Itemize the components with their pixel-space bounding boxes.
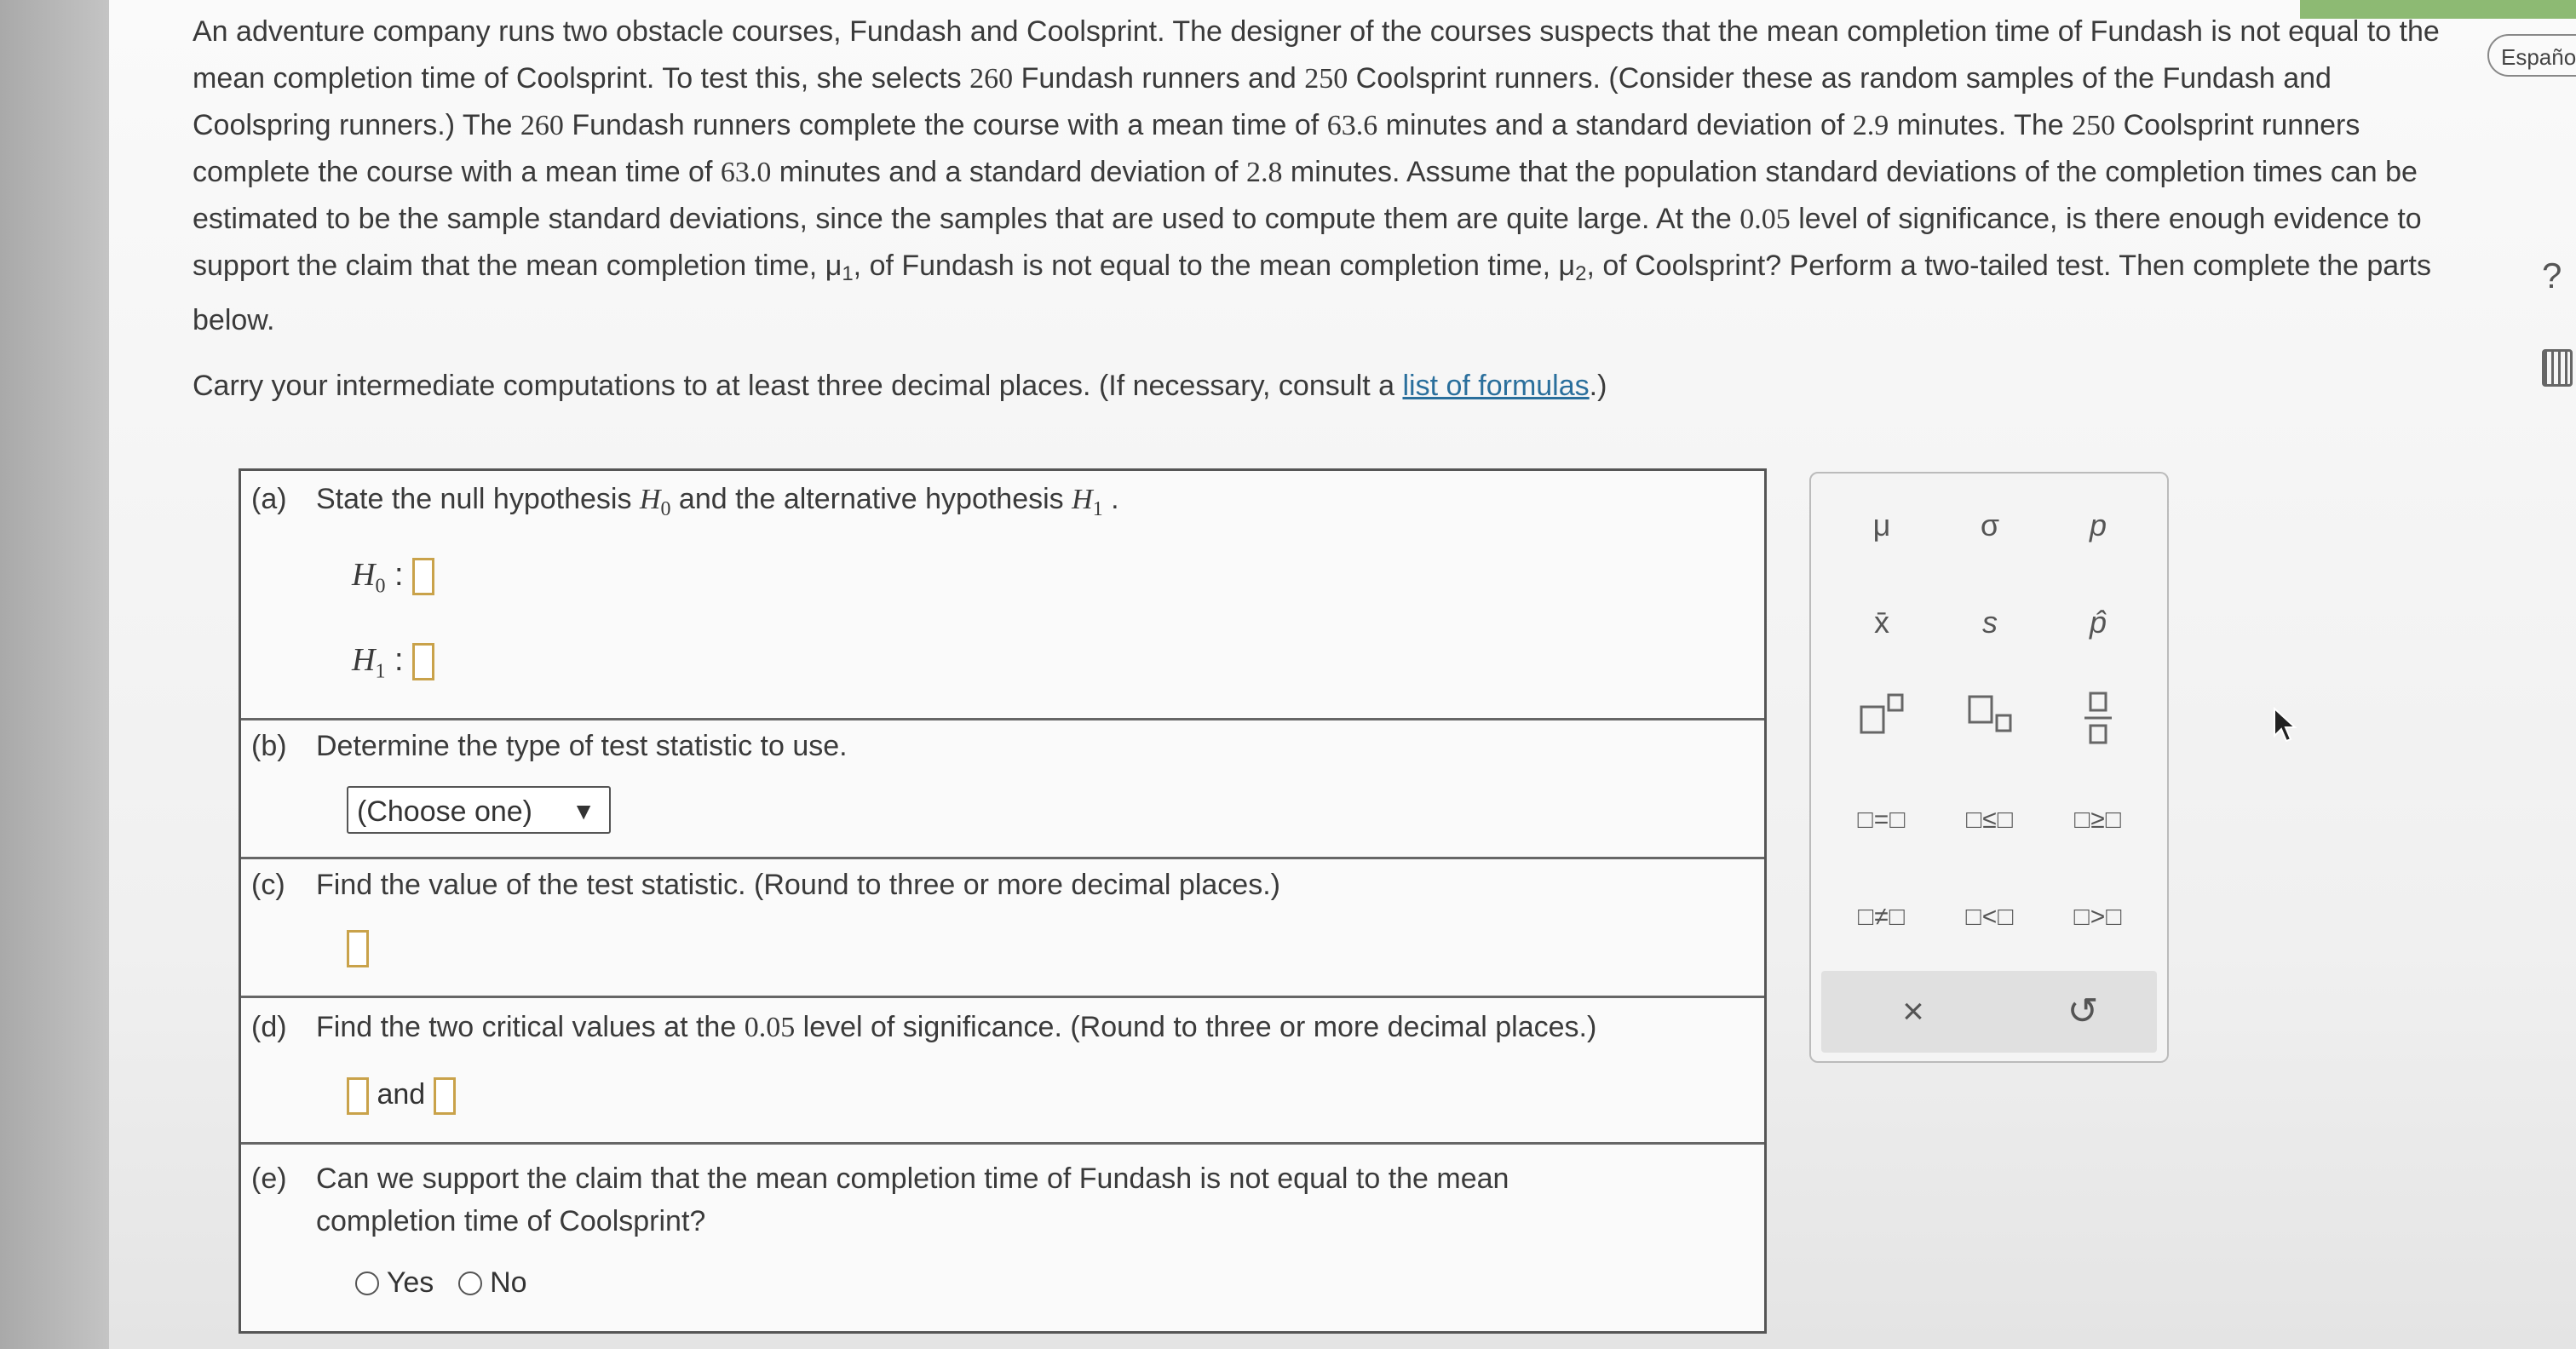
part-e-prompt: (e) Can we support the claim that the mean completion time of Fundash is not equal to the mean completion time of Coolsprint? xyxy=(251,1162,1509,1237)
part-a-prompt: (a) State the null hypothesis $H_0$ and the alternative hypothesis $H_1$ . xyxy=(251,483,1119,520)
subscript-icon xyxy=(1963,692,2017,738)
part-b-prompt: (b) Determine the type of test statistic to use. xyxy=(251,730,848,762)
language-button[interactable]: Españo xyxy=(2487,34,2576,77)
less-equal-button[interactable]: □≤□ xyxy=(1966,806,2014,834)
test-statistic-input[interactable] xyxy=(347,930,369,967)
part-a-section xyxy=(241,471,1764,720)
left-gutter xyxy=(0,0,109,1349)
p-button[interactable]: p xyxy=(2089,508,2107,542)
no-radio[interactable] xyxy=(458,1272,482,1295)
x-bar-button[interactable]: x̄ xyxy=(1874,605,1889,640)
dropdown-arrow-icon: ▼ xyxy=(572,798,595,824)
greater-than-button[interactable]: □>□ xyxy=(2073,903,2123,931)
part-e-section xyxy=(241,1142,1764,1331)
part-d-prompt: (d) Find the two critical values at the 0.05 level of significance. (Round to three or more decimal places.) xyxy=(251,1011,1597,1043)
yes-radio[interactable] xyxy=(355,1272,379,1295)
null-hypothesis-input[interactable] xyxy=(412,558,434,595)
yes-no-options xyxy=(355,1266,527,1300)
equals-button[interactable]: □=□ xyxy=(1857,806,1906,834)
alt-hypothesis-input[interactable] xyxy=(412,643,434,680)
less-than-button[interactable]: □<□ xyxy=(1965,903,2015,931)
critical-values-row xyxy=(347,1077,456,1115)
p-hat-button[interactable]: p̂ xyxy=(2089,605,2107,640)
sigma-button[interactable]: σ xyxy=(1980,508,2000,542)
undo-icon[interactable]: ↺ xyxy=(2067,990,2099,1032)
mu-button[interactable]: μ xyxy=(1872,508,1891,542)
critical-value-1-input[interactable] xyxy=(347,1077,369,1115)
critical-value-2-input[interactable] xyxy=(434,1077,456,1115)
null-hypothesis-row: $H_0$ : xyxy=(352,556,434,599)
palette-footer xyxy=(1821,971,2157,1053)
part-b-section xyxy=(241,718,1764,859)
mouse-pointer-icon xyxy=(2273,707,2298,744)
list-of-formulas-link[interactable]: list of formulas xyxy=(1402,370,1590,402)
test-statistic-select[interactable]: (Choose one) ▼ xyxy=(347,786,611,834)
problem-statement xyxy=(193,9,2475,410)
s-button[interactable]: s xyxy=(1982,605,1998,640)
question-table xyxy=(239,468,1767,1334)
alt-hypothesis-row: $H_1$ : xyxy=(352,641,434,684)
problem-paragraph: An adventure company runs two obstacle courses, Fundash and Coolsprint. The designer of the courses suspects that the mean completion time of Fundash is not equal to the mean completion time of Coolsprint. To test this, she selects 260 Fundash runners and 250 Coolsprint runners. (Consider these as random samples of the Fundash and Coolspring runners.) The 260 Fundash runners complete the course with a mean time of 63.6 minutes and a standard deviation of 2.9 minutes. The 250 Coolsprint runners complete the course with a mean time of 63.0 minutes and a standard deviation of 2.8 minutes. Assume that the population standard deviations of the completion times can be estimated to be the sample standard deviations, since the samples that are used to compute them are quite large. At the 0.05 level of significance, is there enough evidence to support the claim that the mean completion time, μ1, of Fundash is not equal to the mean completion time, μ2, of Coolsprint? Perform a two-tailed test. Then complete the parts below. xyxy=(193,15,2440,336)
superscript-icon xyxy=(1854,692,1909,738)
carry-instructions: Carry your intermediate computations to at least three decimal places. (If necessary, consult a list of formulas.) xyxy=(193,370,1607,402)
yes-label: Yes xyxy=(386,1266,434,1299)
superscript-button[interactable] xyxy=(1835,692,1929,751)
symbol-palette xyxy=(1809,472,2169,1063)
and-label: and xyxy=(377,1077,426,1111)
greater-equal-button[interactable]: □≥□ xyxy=(2074,806,2122,834)
part-d-section xyxy=(241,996,1764,1145)
help-icon[interactable]: ? xyxy=(2542,255,2562,296)
part-c-prompt: (c) Find the value of the test statistic. (Round to three or more decimal places.) xyxy=(251,869,1280,901)
part-c-section xyxy=(241,857,1764,998)
not-equal-button[interactable]: □≠□ xyxy=(1858,903,1906,931)
close-icon[interactable]: × xyxy=(1902,990,1924,1032)
fraction-button[interactable] xyxy=(2051,692,2145,751)
calculator-icon[interactable] xyxy=(2542,349,2573,387)
fraction-icon xyxy=(2081,692,2115,744)
no-label: No xyxy=(490,1266,527,1299)
subscript-button[interactable] xyxy=(1943,692,2037,751)
